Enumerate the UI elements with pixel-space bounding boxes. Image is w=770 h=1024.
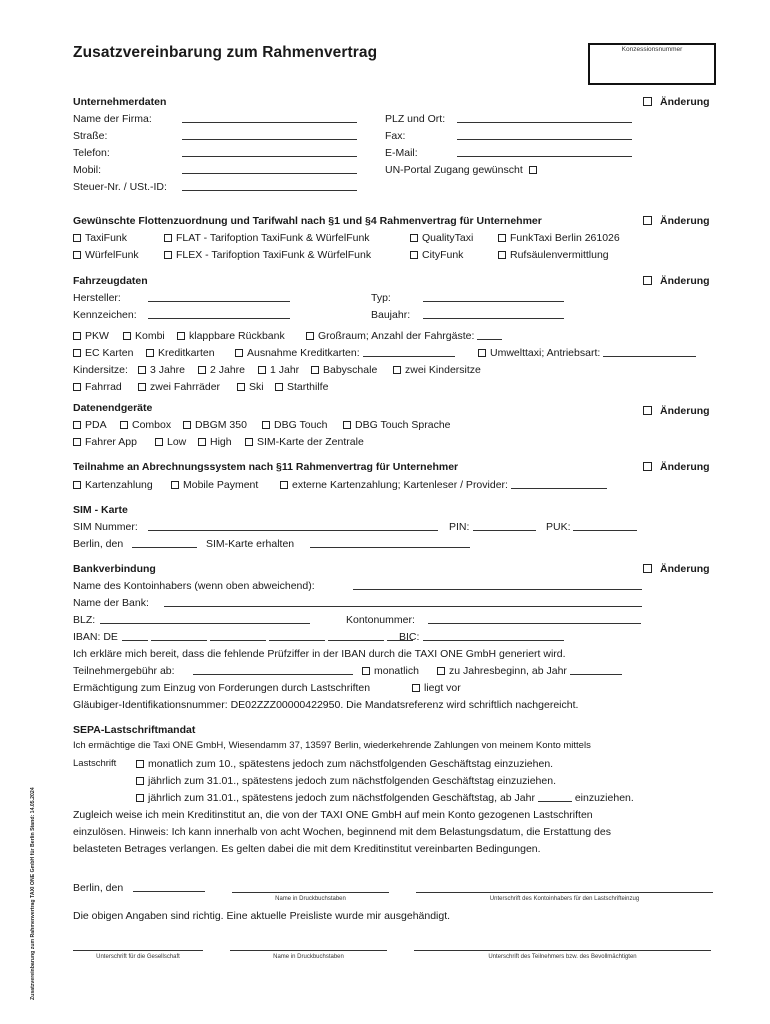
checkbox-cityfunk[interactable]	[410, 249, 463, 261]
input-sim-erhalten[interactable]	[310, 538, 470, 550]
checkbox-dbgtouch[interactable]	[262, 419, 328, 431]
input-provider[interactable]	[511, 479, 607, 489]
caption-teilnehmer: Unterschrift des Teilnehmers bzw. des Bevollmächtigten	[488, 954, 637, 960]
page-title: Zusatzvereinbarung zum Rahmenvertrag	[73, 44, 378, 61]
text-ermaechtigung: Ermächtigung zum Einzug von Forderungen durch Lastschriften	[73, 682, 371, 694]
checkbox-umwelt[interactable]	[478, 347, 696, 359]
label-pin: PIN:	[449, 521, 470, 533]
aenderung-checkbox-bank[interactable]	[643, 563, 710, 575]
text-sepa-p2: einzulösen. Hinweis: Ich kann innerhalb von acht Wochen, beginnend mit dem Belastungsdatum, die Erstattung des	[73, 826, 611, 838]
input-sim-nummer[interactable]	[148, 521, 438, 533]
input-pin[interactable]	[473, 521, 536, 533]
option-label: zwei Fahrräder	[150, 381, 221, 393]
label-sim-nummer: SIM Nummer:	[73, 521, 138, 533]
option-label: Kartenzahlung	[85, 479, 153, 491]
checkbox-simkarte-zentrale[interactable]	[245, 436, 364, 448]
option-label: Kreditkarten	[158, 347, 215, 359]
checkbox-combox[interactable]	[120, 419, 171, 431]
option-label: High	[210, 436, 232, 448]
checkbox-extern[interactable]	[280, 479, 607, 491]
option-label: Kombi	[135, 330, 165, 342]
checkbox-ski[interactable]	[237, 381, 264, 393]
checkbox-icon	[529, 166, 537, 174]
option-label: DBG Touch	[274, 419, 328, 431]
option-label: klappbare Rückbank	[189, 330, 285, 342]
option-label: TaxiFunk	[85, 232, 128, 244]
input-sim-datum[interactable]	[132, 538, 197, 550]
option-label: PKW	[85, 330, 109, 342]
checkbox-icon	[643, 216, 652, 225]
checkbox-rueckbank[interactable]	[177, 330, 285, 342]
checkbox-icon	[155, 438, 163, 446]
checkbox-icon	[171, 481, 179, 489]
option-label: Umwelttaxi; Antriebsart:	[490, 347, 601, 359]
text-sepa-intro: Ich ermächtige die Taxi ONE GmbH, Wiesendamm 37, 13597 Berlin, wiederkehrende Zahlungen von meinem Konto mittels	[73, 740, 591, 751]
input-firma[interactable]	[182, 113, 357, 125]
input-sepa-jahr[interactable]	[538, 792, 572, 802]
checkbox-icon	[73, 421, 81, 429]
checkbox-icon	[73, 332, 81, 340]
label-iban: IBAN: DE	[73, 631, 118, 643]
checkbox-sepa-monatlich[interactable]	[136, 758, 553, 770]
checkbox-high[interactable]	[198, 436, 232, 448]
input-steuer[interactable]	[182, 181, 357, 193]
option-label: Rufsäulenvermittlung	[510, 249, 609, 261]
label-gebuehr: Teilnehmergebühr ab:	[73, 665, 175, 677]
input-baujahr[interactable]	[423, 309, 564, 321]
checkbox-flex[interactable]	[164, 249, 371, 261]
text-sepa-p3: belasteten Betrages verlangen. Es gelten dabei die mit dem Kreditinstitut vereinbarten Bedingungen.	[73, 843, 541, 855]
checkbox-icon	[498, 251, 506, 259]
checkbox-icon	[146, 349, 154, 357]
checkbox-wuerfelfunk[interactable]	[73, 249, 139, 261]
option-label: liegt vor	[424, 682, 461, 694]
input-kennzeichen[interactable]	[148, 309, 290, 321]
input-kontonummer[interactable]	[428, 614, 641, 626]
input-typ[interactable]	[423, 292, 564, 304]
label-kontoinhaber: Name des Kontoinhabers (wenn oben abweichend):	[73, 580, 315, 592]
caption-druck1: Name in Druckbuchstaben	[275, 896, 346, 902]
label-steuer: Steuer-Nr. / USt.-ID:	[73, 181, 167, 193]
checkbox-icon	[643, 564, 652, 573]
option-label: Mobile Payment	[183, 479, 259, 491]
checkbox-icon	[437, 667, 445, 675]
section-abrechnung-heading: Teilnahme an Abrechnungssystem nach §11 Rahmenvertrag für Unternehmer	[73, 461, 459, 473]
checkbox-gebuehr-jahresbeginn[interactable]	[437, 665, 622, 677]
checkbox-icon	[198, 366, 206, 374]
aenderung-checkbox-fahrzeug[interactable]	[643, 275, 710, 287]
checkbox-icon	[235, 349, 243, 357]
option-label: externe Kartenzahlung; Kartenleser / Provider:	[292, 479, 508, 491]
checkbox-icon	[478, 349, 486, 357]
checkbox-icon	[410, 251, 418, 259]
input-blz[interactable]	[100, 614, 310, 626]
option-label: Fahrrad	[85, 381, 122, 393]
label-firma: Name der Firma:	[73, 113, 152, 125]
caption-druck2: Name in Druckbuchstaben	[273, 954, 344, 960]
checkbox-kredit[interactable]	[146, 347, 215, 359]
option-label: jährlich zum 31.01., spätestens jedoch zum nächstfolgenden Geschäftstag, ab Jahr	[148, 792, 535, 804]
input-gebuehr[interactable]	[193, 665, 353, 677]
option-label: Großraum; Anzahl der Fahrgäste:	[318, 330, 475, 342]
option-label: Low	[167, 436, 187, 448]
checkbox-low[interactable]	[155, 436, 186, 448]
checkbox-icon	[73, 349, 81, 357]
label-plz: PLZ und Ort:	[385, 113, 446, 125]
aenderung-label: Änderung	[660, 461, 710, 473]
checkbox-icon	[73, 251, 81, 259]
option-label: EC Karten	[85, 347, 134, 359]
input-bankname[interactable]	[164, 597, 642, 609]
input-sig-teilnehmer[interactable]	[414, 950, 711, 951]
checkbox-dbgm[interactable]	[183, 419, 247, 431]
checkbox-icon	[498, 234, 506, 242]
section-flotte-heading: Gewünschte Flottenzuordnung und Tarifwahl nach §1 und §4 Rahmenvertrag für Unternehmer	[73, 215, 542, 227]
portal-checkbox[interactable]	[385, 164, 541, 176]
aenderung-label: Änderung	[660, 215, 710, 227]
checkbox-2jahre[interactable]	[198, 364, 245, 376]
option-label: monatlich	[374, 665, 419, 677]
checkbox-icon	[258, 366, 266, 374]
checkbox-icon	[136, 777, 144, 785]
option-label: jährlich zum 31.01., spätestens jedoch zum nächstfolgenden Geschäftstag einzuziehen.	[148, 775, 556, 787]
label-sim-berlin: Berlin, den	[73, 538, 124, 550]
aenderung-checkbox-unternehmer[interactable]	[643, 96, 710, 108]
checkbox-pda[interactable]	[73, 419, 107, 431]
checkbox-kartenzahlung[interactable]	[73, 479, 153, 491]
input-fax[interactable]	[457, 130, 632, 142]
input-kontoinhaber[interactable]	[353, 580, 642, 592]
checkbox-pkw[interactable]	[73, 330, 109, 342]
checkbox-icon	[393, 366, 401, 374]
label-email: E-Mail:	[385, 147, 418, 159]
checkbox-icon	[237, 383, 245, 391]
input-antriebsart[interactable]	[603, 347, 696, 357]
section-daten-heading: Datenendgeräte	[73, 402, 153, 414]
checkbox-icon	[643, 97, 652, 106]
checkbox-sepa-jaehrlich-ab[interactable]	[136, 792, 634, 804]
input-hersteller[interactable]	[148, 292, 290, 304]
label-kindersitze: Kindersitze:	[73, 364, 128, 376]
checkbox-sepa-jaehrlich[interactable]	[136, 775, 556, 787]
checkbox-ec[interactable]	[73, 347, 133, 359]
section-bank-heading: Bankverbindung	[73, 563, 156, 575]
section-sim-heading: SIM - Karte	[73, 504, 128, 516]
checkbox-liegt-vor[interactable]	[412, 682, 461, 694]
aenderung-label: Änderung	[660, 96, 710, 108]
checkbox-ausnahme[interactable]	[235, 347, 455, 359]
checkbox-icon	[643, 406, 652, 415]
checkbox-icon	[164, 251, 172, 259]
checkbox-icon	[280, 481, 288, 489]
checkbox-icon	[311, 366, 319, 374]
option-label: Fahrer App	[85, 436, 137, 448]
label-puk: PUK:	[546, 521, 571, 533]
option-label: zwei Kindersitze	[405, 364, 481, 376]
checkbox-fahrrad[interactable]	[73, 381, 122, 393]
text-sepa-p1: Zugleich weise ich mein Kreditinstitut an, die von der TAXI ONE GmbH auf mein Konto gezogenen Lastschriften	[73, 809, 593, 821]
checkbox-rufsaeule[interactable]	[498, 249, 609, 261]
checkbox-icon	[123, 332, 131, 340]
option-label: FunkTaxi Berlin 261026	[510, 232, 620, 244]
portal-label: UN-Portal Zugang gewünscht	[385, 164, 523, 176]
label-kontonummer: Kontonummer:	[346, 614, 415, 626]
checkbox-icon	[73, 481, 81, 489]
checkbox-icon	[343, 421, 351, 429]
label-mobil: Mobil:	[73, 164, 102, 176]
option-label: zu Jahresbeginn, ab Jahr	[449, 665, 567, 677]
label-fax: Fax:	[385, 130, 406, 142]
aenderung-label: Änderung	[660, 405, 710, 417]
checkbox-babyschale[interactable]	[311, 364, 377, 376]
checkbox-funktaxi[interactable]	[498, 232, 620, 244]
checkbox-icon	[120, 421, 128, 429]
option-label: DBGM 350	[195, 419, 247, 431]
checkbox-icon	[73, 383, 81, 391]
section-unternehmerdaten-heading: Unternehmerdaten	[73, 96, 167, 108]
aenderung-checkbox-daten[interactable]	[643, 405, 710, 417]
checkbox-gebuehr-monatlich[interactable]	[362, 665, 419, 677]
checkbox-icon	[643, 276, 652, 285]
input-fahrgaeste[interactable]	[477, 330, 502, 340]
checkbox-icon	[138, 383, 146, 391]
text-glaeubiger: Gläubiger-Identifikationsnummer: DE02ZZZ00000422950. Die Mandatsreferenz wird schriftlich nachgereicht.	[73, 699, 579, 711]
aenderung-label: Änderung	[660, 275, 710, 287]
checkbox-icon	[410, 234, 418, 242]
option-label: Ausnahme Kreditkarten:	[247, 347, 360, 359]
label-sig-berlin: Berlin, den	[73, 882, 124, 894]
option-label: DBG Touch Sprache	[355, 419, 451, 431]
input-sig-datum[interactable]	[133, 882, 205, 894]
checkbox-mobile-payment[interactable]	[171, 479, 258, 491]
label-telefon: Telefon:	[73, 147, 110, 159]
checkbox-icon	[275, 383, 283, 391]
input-sig-gesellschaft[interactable]	[73, 950, 203, 951]
checkbox-icon	[643, 462, 652, 471]
aenderung-checkbox-flotte[interactable]	[643, 215, 710, 227]
checkbox-icon	[262, 421, 270, 429]
label-sim-erhalten: SIM-Karte erhalten	[206, 538, 295, 550]
text-angaben-richtig: Die obigen Angaben sind richtig. Eine aktuelle Preisliste wurde mir ausgehändigt.	[73, 910, 451, 922]
checkbox-icon	[183, 421, 191, 429]
label-strasse: Straße:	[73, 130, 108, 142]
input-sig-name2[interactable]	[230, 950, 387, 951]
option-label: monatlich zum 10., spätestens jedoch zum nächstfolgenden Geschäftstag einzuziehen.	[148, 758, 554, 770]
checkbox-icon	[198, 438, 206, 446]
option-label: CityFunk	[422, 249, 464, 261]
checkbox-icon	[177, 332, 185, 340]
checkbox-fahrerapp[interactable]	[73, 436, 137, 448]
option-label: 2 Jahre	[210, 364, 246, 376]
input-ausnahme[interactable]	[363, 347, 455, 357]
label-bankname: Name der Bank:	[73, 597, 149, 609]
checkbox-icon	[164, 234, 172, 242]
checkbox-zwei-fahrraeder[interactable]	[138, 381, 220, 393]
checkbox-icon	[136, 794, 144, 802]
input-telefon[interactable]	[182, 147, 357, 159]
input-gebuehr-jahr[interactable]	[570, 665, 622, 675]
input-mobil[interactable]	[182, 164, 357, 176]
option-label: Starthilfe	[287, 381, 329, 393]
caption-kontoinhaber: Unterschrift des Kontoinhabers für den Lastschrifteinzug	[489, 896, 640, 902]
option-label: QualityTaxi	[422, 232, 474, 244]
aenderung-checkbox-abrechnung[interactable]	[643, 461, 710, 473]
checkbox-icon	[138, 366, 146, 374]
checkbox-icon	[245, 438, 253, 446]
option-label: Ski	[249, 381, 264, 393]
checkbox-3jahre[interactable]	[138, 364, 185, 376]
checkbox-1jahr[interactable]	[258, 364, 299, 376]
checkbox-grossraum[interactable]	[306, 330, 502, 342]
caption-gesellschaft: Unterschrift für die Gesellschaft	[96, 954, 180, 960]
input-sig-kontoinhaber[interactable]	[416, 892, 713, 893]
checkbox-zwei-kindersitze[interactable]	[393, 364, 481, 376]
option-label: 1 Jahr	[270, 364, 300, 376]
checkbox-icon	[73, 438, 81, 446]
option-label: FLAT - Tarifoption TaxiFunk & WürfelFunk	[176, 232, 370, 244]
text-pruefziffer: Ich erkläre mich bereit, dass die fehlende Prüfziffer in der IBAN durch die TAXI ONE GmbH generiert wird.	[73, 648, 566, 660]
aenderung-label: Änderung	[660, 563, 710, 575]
option-label: FLEX - Tarifoption TaxiFunk & WürfelFunk	[176, 249, 372, 261]
input-plz[interactable]	[457, 113, 632, 125]
input-bic[interactable]	[423, 631, 564, 643]
checkbox-starthilfe[interactable]	[275, 381, 328, 393]
option-label: Combox	[132, 419, 172, 431]
option-label: PDA	[85, 419, 107, 431]
checkbox-icon	[306, 332, 314, 340]
label-bic: BIC:	[399, 631, 420, 643]
checkbox-icon	[136, 760, 144, 768]
option-label: einzuziehen.	[574, 792, 634, 804]
checkbox-dbgtouch-sprache[interactable]	[343, 419, 451, 431]
checkbox-taxifunk[interactable]	[73, 232, 127, 244]
label-blz: BLZ:	[73, 614, 96, 626]
input-strasse[interactable]	[182, 130, 357, 142]
option-label: 3 Jahre	[150, 364, 186, 376]
input-email[interactable]	[457, 147, 632, 159]
checkbox-flat[interactable]	[164, 232, 370, 244]
side-version-text: Zusatzvereinbarung zum Rahmenvertrag TAXI ONE GmbH für Berlin Stand: 14.05.2024	[30, 787, 36, 1000]
checkbox-icon	[362, 667, 370, 675]
section-sepa-heading: SEPA-Lastschriftmandat	[73, 724, 196, 736]
checkbox-kombi[interactable]	[123, 330, 165, 342]
label-typ: Typ:	[371, 292, 391, 304]
input-iban[interactable]	[122, 631, 413, 643]
label-hersteller: Hersteller:	[73, 292, 121, 304]
checkbox-qualitytaxi[interactable]	[410, 232, 473, 244]
option-label: SIM-Karte der Zentrale	[257, 436, 364, 448]
checkbox-icon	[412, 684, 420, 692]
option-label: WürfelFunk	[85, 249, 139, 261]
label-lastschrift: Lastschrift	[73, 758, 117, 769]
input-sig-name1[interactable]	[232, 892, 389, 893]
konzessionsnummer-label: Konzessionsnummer	[621, 46, 683, 53]
label-baujahr: Baujahr:	[371, 309, 411, 321]
input-puk[interactable]	[573, 521, 637, 533]
checkbox-icon	[73, 234, 81, 242]
label-kennzeichen: Kennzeichen:	[73, 309, 137, 321]
konzessionsnummer-field[interactable]	[588, 43, 716, 85]
option-label: Babyschale	[323, 364, 378, 376]
section-fahrzeug-heading: Fahrzeugdaten	[73, 275, 148, 287]
